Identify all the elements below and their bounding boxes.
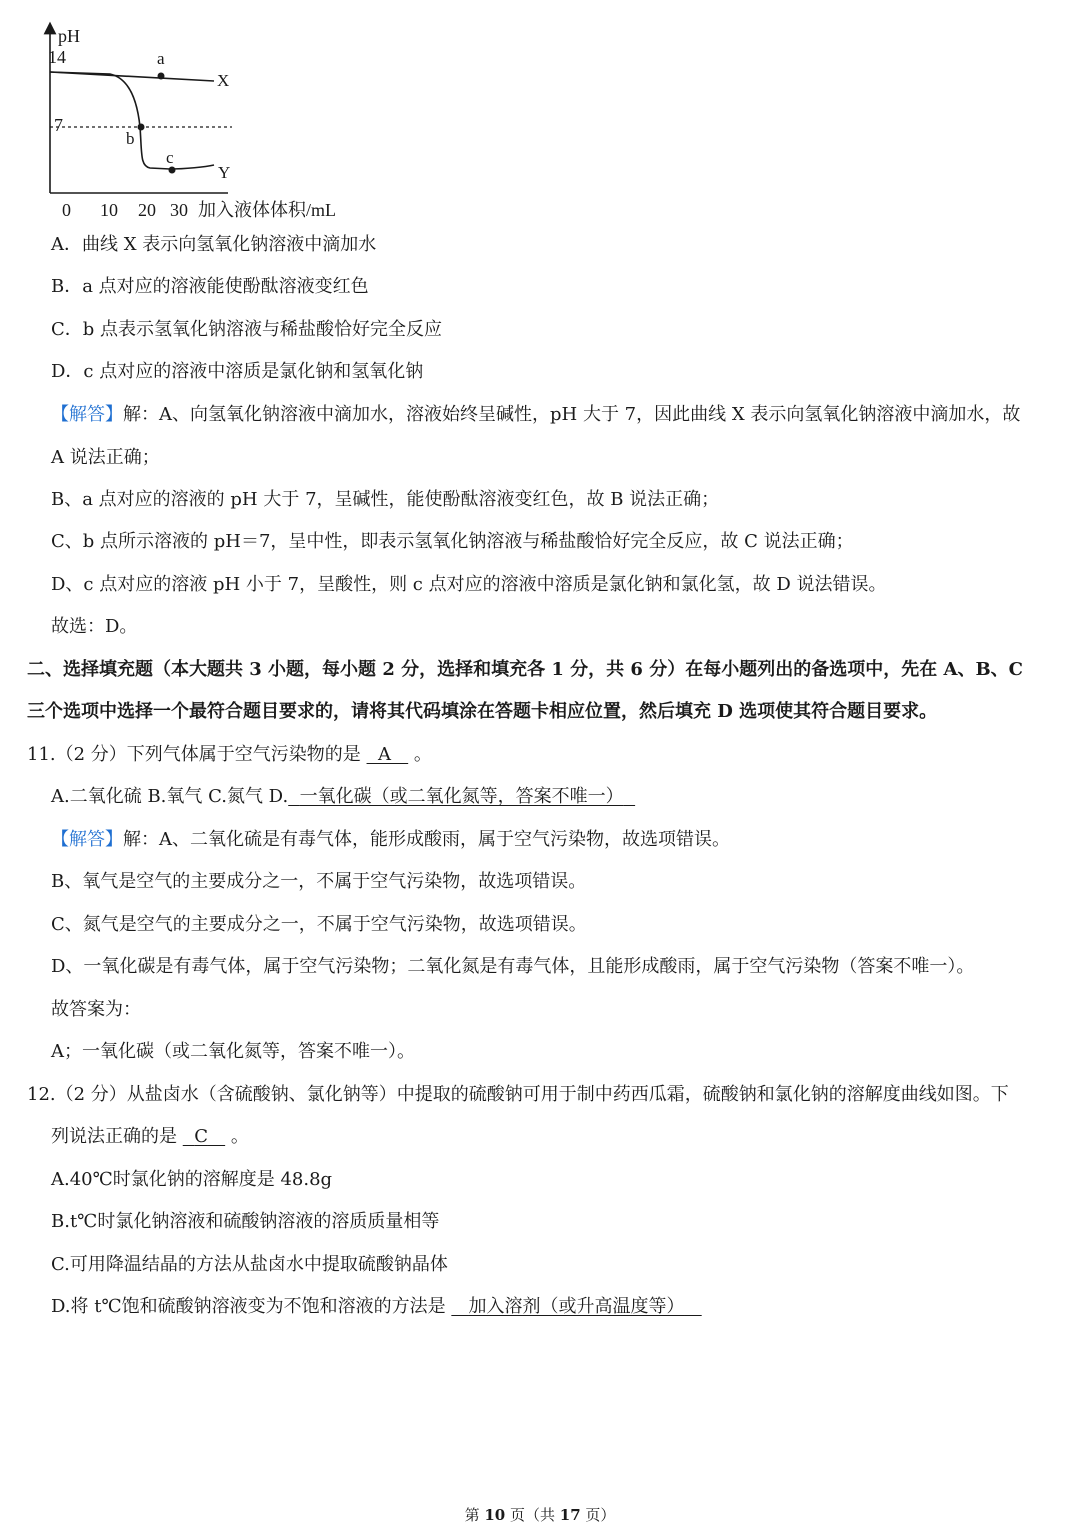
label-a: a [157,49,165,68]
label-b: b [126,129,135,148]
q11-explanation-b: B、氧气是空气的主要成分之一，不属于空气污染物，故选项错误。 [51,871,587,892]
q10-jieda-tag: 【解答】 [51,404,123,425]
q10-explanation-line2: A 说法正确； [51,447,160,468]
q11-answer-blank [367,744,409,765]
q12-answer-blank [183,1126,225,1147]
curve-y [50,72,214,169]
footer-total-pages: 17 [559,1506,581,1524]
footer-prefix: 第 [464,1506,485,1524]
q10-option-b: B．a 点对应的溶液能使酚酞溶液变红色 [51,276,369,297]
x-axis-label: 加入液体体积/mL [198,200,336,220]
q12-answer-value: C [194,1126,208,1147]
q12-option-d [51,1295,702,1319]
q12-option-d-blank [451,1296,701,1317]
q10-answer: 故选：D。 [51,616,138,637]
point-b [138,124,145,131]
q10-option-d: D．c 点对应的溶液中溶质是氯化钠和氢氧化钠 [51,361,424,382]
q11-options-prefix: A.二氧化硫 B.氧气 C.氮气 D. [51,786,289,807]
q11-stem [27,743,432,767]
q12-option-c: C.可用降温结晶的方法从盐卤水中提取硫酸钠晶体 [51,1254,448,1275]
footer-suffix: 页） [580,1506,616,1524]
section2-heading-line1: 二、选择填充题（本大题共 3 小题，每小题 2 分，选择和填充各 1 分，共 6 分）在每小题列出的备选项中，先在 A、B、C [27,659,1023,680]
q10-option-c: C．b 点表示氢氧化钠溶液与稀盐酸恰好完全反应 [51,319,443,340]
q12-stem-line2 [51,1125,249,1149]
footer-middle: 页（共 [505,1506,560,1524]
q11-answer: A；一氧化碳（或二氧化氮等，答案不唯一）。 [51,1041,415,1062]
q11-explanation-d: D、一氧化碳是有毒气体，属于空气污染物；二氧化氮是有毒气体，且能形成酸雨，属于空气污染物（答案不唯一）。 [51,956,975,977]
q10-jieda-text: 解：A、向氢氧化钠溶液中滴加水，溶液始终呈碱性，pH 大于 7，因此曲线 X 表示向氢氧化钠溶液中滴加水，故 [123,404,1021,425]
point-a [158,73,165,80]
q11-option-d-blank [288,786,635,807]
q11-options [51,785,635,809]
y-axis-label: pH [58,26,80,46]
curve-y-label: Y [218,163,231,182]
q12-option-a: A.40℃时氯化钠的溶解度是 48.8g [51,1169,333,1190]
label-c: c [166,148,174,167]
q11-jieda-text: 解：A、二氧化硫是有毒气体，能形成酸雨，属于空气污染物，故选项错误。 [123,829,730,850]
curve-x-label: X [217,71,230,90]
q12-stem-line1: 12.（2 分）从盐卤水（含硫酸钠、氯化钠等）中提取的硫酸钠可用于制中药西瓜霜，硫酸钠和氯化钠的溶解度曲线如图。下 [27,1084,1009,1105]
x-tick-20: 20 [138,200,156,220]
q12-option-d-fill: 加入溶剂（或升高温度等） [468,1296,685,1317]
q10-explanation-b: B、a 点对应的溶液的 pH 大于 7，呈碱性，能使酚酞溶液变红色，故 B 说法正确； [51,489,720,510]
q10-explanation-d: D、c 点对应的溶液 pH 小于 7，呈酸性，则 c 点对应的溶液中溶质是氯化钠和氯化氢，故 D 说法错误。 [51,574,887,595]
q10-explanation-line1 [51,403,1020,427]
q11-answer-value: A [378,744,391,765]
q12-option-d-prefix: D.将 t℃饱和硫酸钠溶液变为不饱和溶液的方法是 [51,1296,446,1317]
q11-explanation-a [51,828,730,852]
point-c [169,167,176,174]
x-tick-10: 10 [100,200,118,220]
q11-explanation-c: C、氮气是空气的主要成分之一，不属于空气污染物，故选项错误。 [51,914,587,935]
y-tick-14: 14 [48,47,66,67]
q11-option-d-fill: 一氧化碳（或二氧化氮等，答案不唯一） [299,786,624,807]
x-tick-0: 0 [62,200,71,220]
q11-stem-end: 。 [413,744,432,765]
q11-stem-text: 11.（2 分）下列气体属于空气污染物的是 [27,744,361,765]
q12-stem-end: 。 [230,1126,249,1147]
y-tick-7: 7 [54,115,63,135]
q12-stem-text: 列说法正确的是 [51,1126,177,1147]
footer-page-number: 10 [484,1506,506,1524]
x-tick-30: 30 [170,200,188,220]
q12-option-b: B.t℃时氯化钠溶液和硫酸钠溶液的溶质质量相等 [51,1211,440,1232]
ph-curve-figure [30,18,370,228]
section2-heading-line2: 三个选项中选择一个最符合题目要求的，请将其代码填涂在答题卡相应位置，然后填充 D 选项使其符合题目要求。 [27,701,938,722]
q11-jieda-tag: 【解答】 [51,829,123,850]
q10-option-a: A．曲线 X 表示向氢氧化钠溶液中滴加水 [51,234,377,255]
q10-explanation-c: C、b 点所示溶液的 pH＝7，呈中性，即表示氢氧化钠溶液与稀盐酸恰好完全反应，故 C 说法正确； [51,531,854,552]
q11-answer-label: 故答案为： [51,999,141,1020]
page-footer [0,1505,1080,1525]
